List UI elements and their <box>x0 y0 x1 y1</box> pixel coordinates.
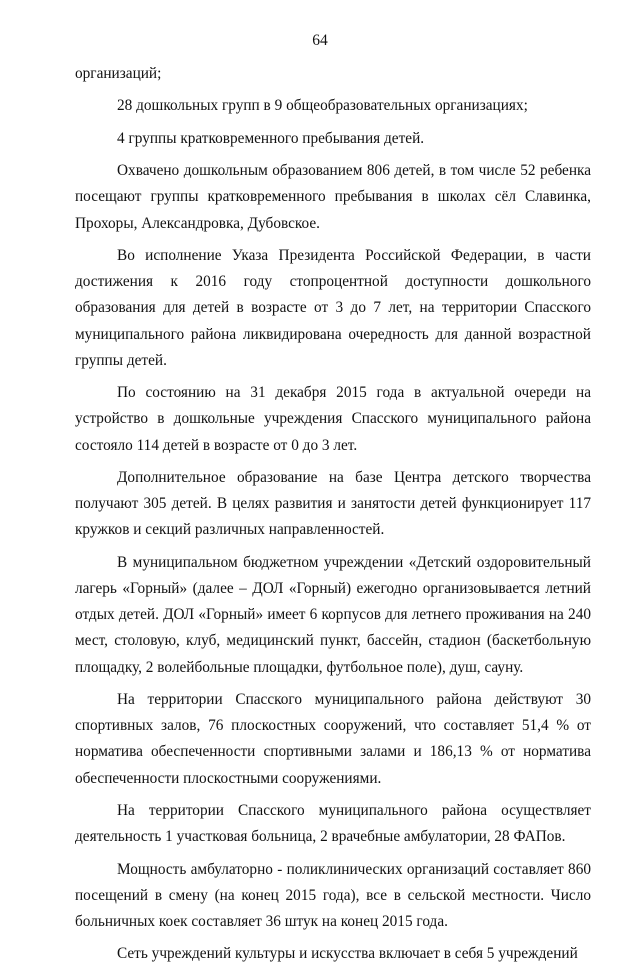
paragraph-preschool-groups: 28 дошкольных групп в 9 общеобразовательных организациях; <box>117 97 528 115</box>
document-body <box>75 61 591 968</box>
paragraph-additional-education: Дополнительное образование на базе Центра детского творчества получают 305 детей. В целях развития и занятости детей функционирует 117 кружков и секций различных направленностей. <box>75 468 591 539</box>
paragraph-culture: Сеть учреждений культуры и искусства включает в себя 5 учреждений <box>117 945 578 963</box>
page-number: 64 <box>312 32 328 49</box>
paragraph-sports-facilities: На территории Спасского муниципального района действуют 30 спортивных залов, 76 плоскостных сооружений, что составляет 51,4 % от норматива обеспеченности спортивными залами и 186,13 % от норматива обеспеченности плоскостными сооружениями. <box>75 690 591 787</box>
paragraph-preschool-coverage: Охвачено дошкольным образованием 806 детей, в том числе 52 ребенка посещают группы кратковременного пребывания в школах сёл Славинка, Прохоры, Александровка, Дубовское. <box>75 162 591 232</box>
paragraph-summer-camp: В муниципальном бюджетном учреждении «Детский оздоровительный лагерь «Горный» (далее – ДОЛ «Горный) ежегодно организовывается летний отдых детей. ДОЛ «Горный» имеет 6 корпусов для летнего проживания на 240 мест, столовую, клуб, медицинский пункт, бассейн, стадион (баскетбольную площадку, 2 волейбольные площадки, футбольное поле), душ, сауну. <box>75 553 591 676</box>
paragraph-healthcare: На территории Спасского муниципального района осуществляет деятельность 1 участковая больница, 2 врачебные амбулатории, 28 ФАПов. <box>75 801 591 846</box>
paragraph-organizations: организаций; <box>75 65 162 82</box>
paragraph-short-stay-groups: 4 группы кратковременного пребывания детей. <box>117 129 425 147</box>
paragraph-presidential-decree: Во исполнение Указа Президента Российской Федерации, в части достижения к 2016 году стопроцентной доступности дошкольного образования для детей в возрасте от 3 до 7 лет, на территории Спасского муниципального района ликвидирована очередность для данной возрастной группы детей. <box>75 246 591 369</box>
paragraph-clinic-capacity: Мощность амбулаторно - поликлинических организаций составляет 860 посещений в смену (на конец 2015 года), все в сельской местности. Число больничных коек составляет 36 штук на конец 2015 года. <box>75 860 591 930</box>
paragraph-queue-status: По состоянию на 31 декабря 2015 года в актуальной очереди на устройство в дошкольные учреждения Спасского муниципального района состояло 114 детей в возрасте от 0 до 3 лет. <box>75 384 591 454</box>
